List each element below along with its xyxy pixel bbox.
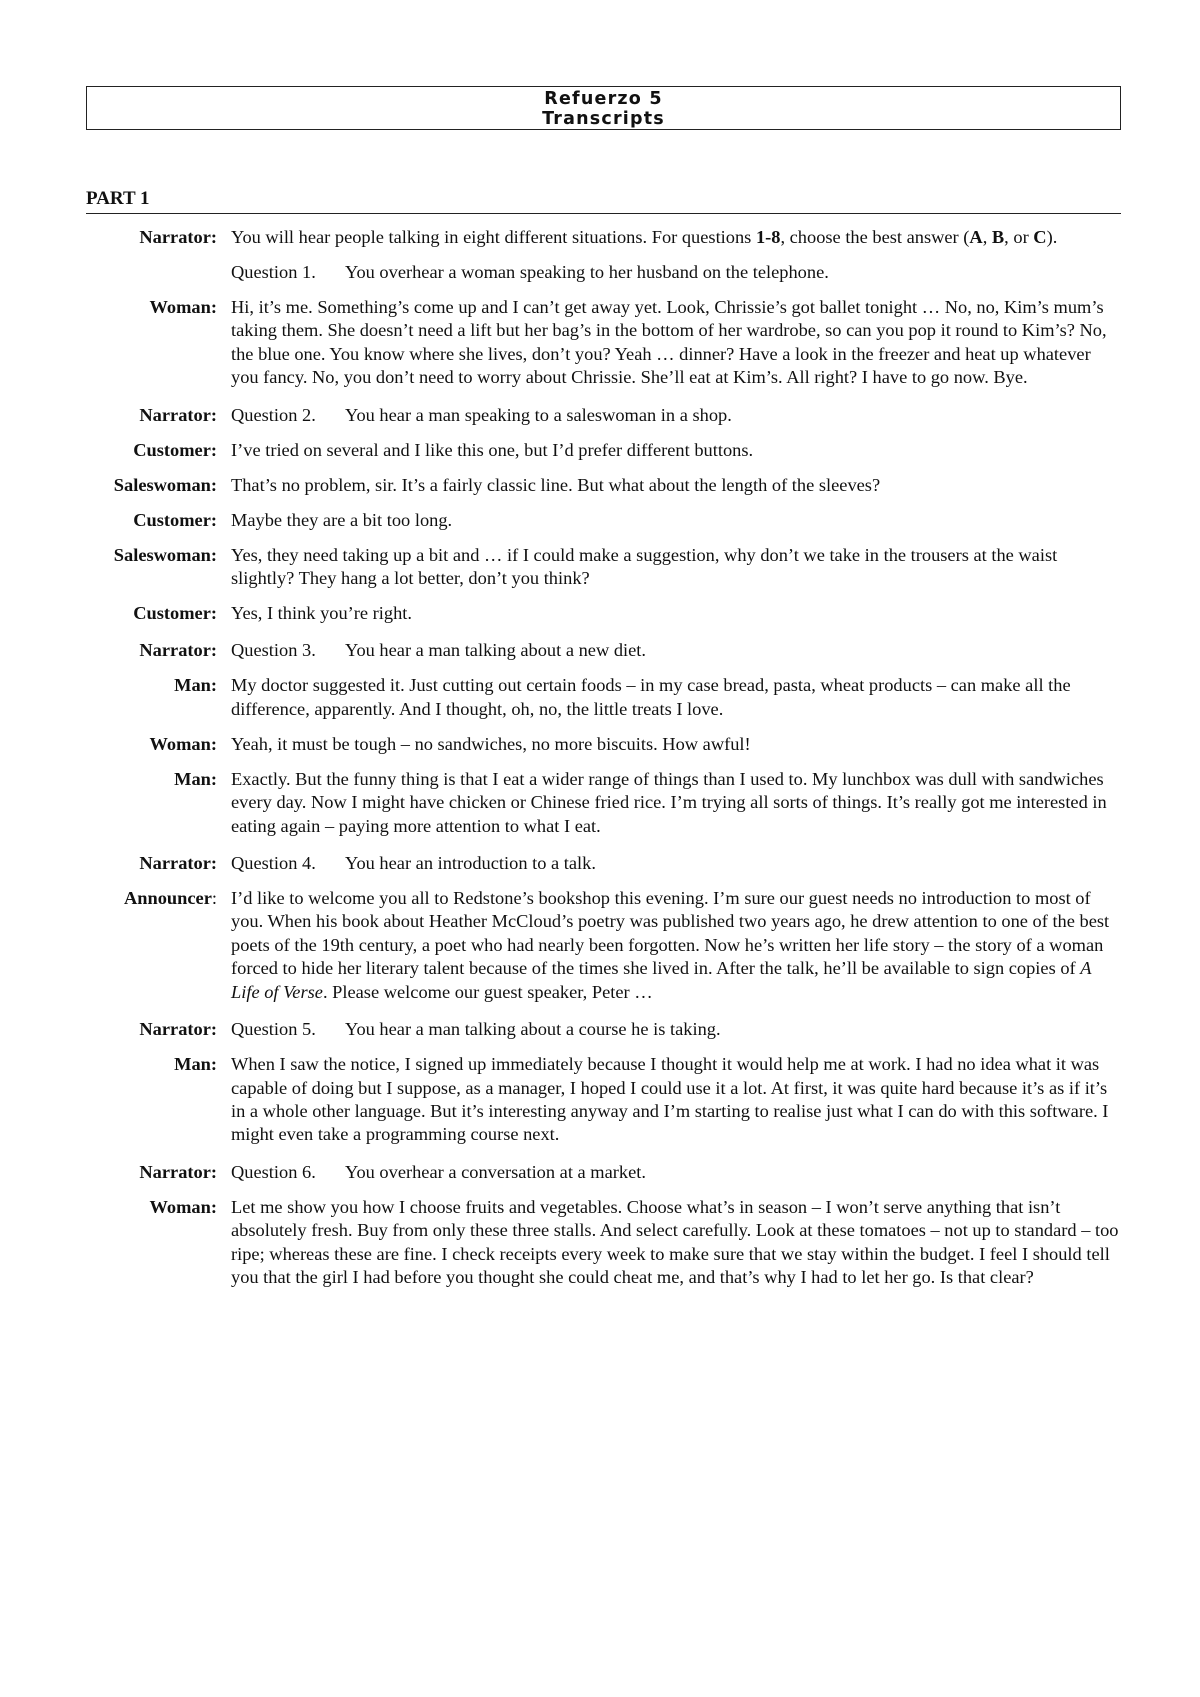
speech-text: Exactly. But the funny thing is that I eat a wider range of things than I used to. My lunchbox was dull with sandwiches every day. Now I might have chicken or Chinese fried rice. I’m trying all sorts of things. It’s really got me interested in eating again – paying more attention to what I eat. bbox=[231, 768, 1107, 836]
question-6-prompt bbox=[86, 1161, 1121, 1184]
dialogue-line bbox=[86, 887, 1121, 1004]
option-a: A bbox=[969, 227, 983, 247]
speaker-label: Saleswoman: bbox=[113, 474, 217, 495]
transcript bbox=[86, 226, 1121, 1301]
question-number: Question 6. bbox=[231, 1161, 316, 1182]
speech-text: Let me show you how I choose fruits and vegetables. Choose what’s in season – I won’t serve anything that isn’t absolutely fresh. Buy from only these three stalls. And select carefully. Look at these tomatoes – not up to standard – too ripe; whereas these are fine. I check receipts every week to make sure that we stay within the budget. I feel I should tell you that the girl I had before you thought she could cheat me, and that’s why I had to let her go. Is that clear? bbox=[231, 1196, 1119, 1287]
question-prompt bbox=[217, 404, 1121, 427]
speaker-label: Customer: bbox=[133, 439, 217, 460]
speaker-label: Customer: bbox=[133, 509, 217, 530]
speaker-label: Narrator: bbox=[139, 227, 217, 247]
intro-text-mid: , choose the best answer ( bbox=[780, 227, 970, 247]
question-number: Question 4. bbox=[231, 853, 316, 874]
speech-text bbox=[217, 226, 1121, 249]
dialogue-line bbox=[86, 1196, 1121, 1290]
option-c: C bbox=[1033, 227, 1047, 247]
question-prompt bbox=[217, 852, 1121, 875]
speaker-label: Narrator: bbox=[139, 1161, 217, 1182]
dialogue-line bbox=[86, 296, 1121, 390]
speaker-label: Man: bbox=[174, 1054, 217, 1075]
intro-text: You will hear people talking in eight different situations. For questions bbox=[231, 227, 756, 247]
document-title-box bbox=[86, 86, 1121, 130]
question-text: You hear a man talking about a course he is taking. bbox=[345, 1019, 721, 1040]
part-heading: PART 1 bbox=[86, 188, 1121, 214]
question-text: You overhear a woman speaking to her husband on the telephone. bbox=[345, 262, 829, 282]
question-5-prompt bbox=[86, 1018, 1121, 1041]
speech-text bbox=[217, 887, 1121, 1004]
question-prompt bbox=[217, 261, 1121, 284]
dialogue-line bbox=[86, 733, 1121, 756]
speech-text: That’s no problem, sir. It’s a fairly classic line. But what about the length of the sleeves? bbox=[231, 474, 881, 495]
separator: , or bbox=[1004, 227, 1034, 247]
speech-text: Hi, it’s me. Something’s come up and I can’t get away yet. Look, Chrissie’s got ballet tonight … No, no, Kim’s mum’s taking them. She doesn’t need a lift but her bag’s in the bottom of her wardrobe, so can you pop it round to Kim’s? No, the blue one. You know where she lives, don’t you? Yeah … dinner? Have a look in the freezer and heat up whatever you fancy. No, you don’t need to worry about Chrissie. She’ll eat at Kim’s. All right? I have to go now. Bye. bbox=[231, 297, 1107, 388]
speaker-label: Narrator: bbox=[139, 640, 217, 661]
speaker-label: Saleswoman: bbox=[113, 544, 217, 565]
dialogue-line bbox=[86, 602, 1121, 625]
option-b: B bbox=[991, 227, 1005, 247]
speech-text: Yes, I think you’re right. bbox=[231, 603, 413, 624]
separator: , bbox=[982, 227, 992, 247]
speaker-label: Customer: bbox=[133, 603, 217, 624]
question-prompt bbox=[217, 1018, 1121, 1041]
speaker-label: Narrator: bbox=[139, 404, 217, 425]
question-3-prompt bbox=[86, 639, 1121, 662]
speech-part: I’d like to welcome you all to Redstone’s bookshop this evening. I’m sure our guest needs no introduction to most of you. When his book about Heather McCloud’s poetry was published two years ago, he drew attention to one of the best poets of the 19th century, a poet who had nearly been forgotten. Now he’s written her life story – the story of a woman forced to hide her literary talent because of the times she lived in. After the talk, he’ll be available to sign copies of bbox=[231, 888, 1110, 979]
speaker-colon: : bbox=[211, 888, 217, 909]
dialogue-line bbox=[86, 474, 1121, 497]
speech-part: . Please welcome our guest speaker, Peter … bbox=[322, 981, 653, 1002]
question-number: Question 3. bbox=[231, 640, 316, 661]
dialogue-line bbox=[86, 439, 1121, 462]
dialogue-line bbox=[86, 674, 1121, 721]
speech-text: My doctor suggested it. Just cutting out certain foods – in my case bread, pasta, wheat products – can make all the difference, apparently. And I thought, oh, no, the little treats I love. bbox=[231, 675, 1071, 719]
question-text: You hear an introduction to a talk. bbox=[345, 853, 596, 874]
speaker-label: Woman: bbox=[149, 1196, 217, 1217]
speaker-label: Man: bbox=[174, 768, 217, 789]
speaker-label: Woman: bbox=[149, 733, 217, 754]
question-text: You overhear a conversation at a market. bbox=[345, 1161, 646, 1182]
question-prompt bbox=[217, 639, 1121, 662]
question-prompt bbox=[217, 1161, 1121, 1184]
question-range: 1-8 bbox=[755, 227, 781, 247]
speech-text: Yeah, it must be tough – no sandwiches, no more biscuits. How awful! bbox=[231, 733, 751, 754]
speaker-name: Announcer bbox=[123, 888, 212, 909]
speaker-label bbox=[86, 887, 217, 1004]
dialogue-line bbox=[86, 544, 1121, 591]
question-text: You hear a man talking about a new diet. bbox=[345, 640, 646, 661]
question-number: Question 1. bbox=[231, 262, 316, 282]
intro-text-end: ). bbox=[1046, 227, 1058, 247]
book-title: A Life of Verse bbox=[231, 958, 1092, 1002]
speech-text: I’ve tried on several and I like this one, but I’d prefer different buttons. bbox=[231, 439, 754, 460]
dialogue-line bbox=[86, 1053, 1121, 1147]
question-2-prompt bbox=[86, 404, 1121, 427]
speaker-label: Woman: bbox=[149, 297, 217, 317]
dialogue-line bbox=[86, 509, 1121, 532]
narrator-intro bbox=[86, 226, 1121, 249]
question-1-prompt bbox=[86, 261, 1121, 284]
speaker-label: Narrator: bbox=[139, 853, 217, 874]
dialogue-line bbox=[86, 768, 1121, 838]
question-number: Question 5. bbox=[231, 1019, 316, 1040]
question-text: You hear a man speaking to a saleswoman in a shop. bbox=[345, 404, 732, 425]
question-number: Question 2. bbox=[231, 404, 316, 425]
question-4-prompt bbox=[86, 852, 1121, 875]
document-subtitle: Transcripts bbox=[542, 109, 665, 129]
speech-text: When I saw the notice, I signed up immediately because I thought it would help me at work. I had no idea what it was capable of doing but I suppose, as a manager, I hoped I could use it a lot. At first, it was quite hard because it’s as if it’s in a whole other language. But it’s interesting anyway and I’m starting to realise just what I can do with this software. I might even take a programming course next. bbox=[231, 1054, 1109, 1145]
speaker-label: Man: bbox=[174, 675, 217, 696]
speaker-label: Narrator: bbox=[139, 1019, 217, 1040]
document-title: Refuerzo 5 bbox=[544, 89, 663, 109]
speaker-label-empty bbox=[86, 261, 217, 284]
speech-text: Yes, they need taking up a bit and … if I could make a suggestion, why don’t we take in the trousers at the waist slightly? They hang a lot better, don’t you think? bbox=[231, 544, 1058, 589]
speech-text: Maybe they are a bit too long. bbox=[231, 509, 453, 530]
